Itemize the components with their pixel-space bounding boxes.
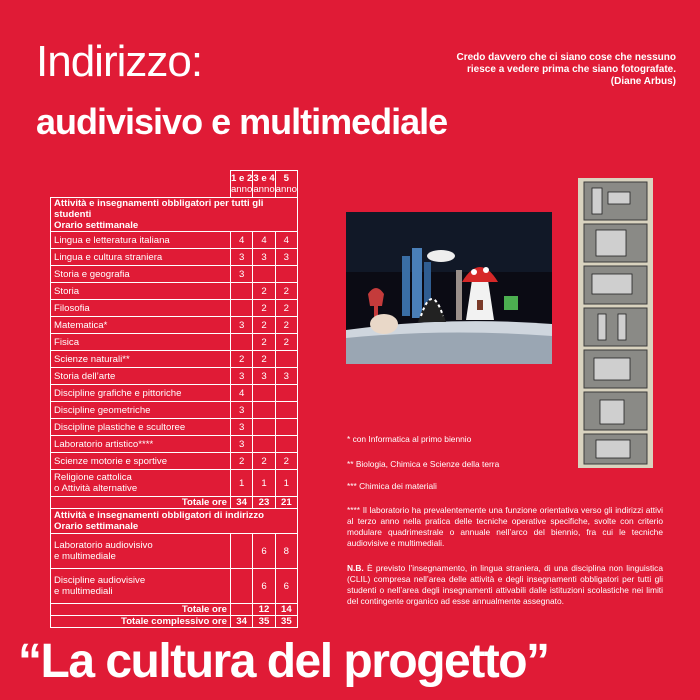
- note-clil: N.B. È previsto l’insegnamento, in lingua straniera, di una disciplina non linguistica (CLIL) compresa nell’area delle attività e degli insegnamenti obbligatori per tutti gli studenti o nell’area degli insegnamenti attivabili dalle istituzioni scolastiche nei limiti del contingente organico ad esse annualmente assegnato.: [347, 563, 663, 606]
- table-row: Storia e geografia 3: [51, 266, 298, 283]
- table-header-row: [51, 171, 298, 198]
- table-row: Discipline geometriche 3: [51, 402, 298, 419]
- total-row: Totale ore 12 14: [51, 604, 298, 616]
- table-row: Storia 2 2: [51, 283, 298, 300]
- section-title: Attività e insegnamenti obbligatori per tutti gli studenti Orario settimanale: [51, 198, 298, 232]
- table-row: Laboratorio audiovisivo e multimediale 6 8: [51, 534, 298, 569]
- quote-author: (Diane Arbus): [610, 76, 676, 87]
- table-row: Matematica* 3 2 2: [51, 317, 298, 334]
- quote-line1: Credo davvero che ci siano cose che nessuno: [456, 52, 676, 63]
- table-row: Lingua e cultura straniera 3 3 3: [51, 249, 298, 266]
- stop-motion-photo: [346, 212, 552, 364]
- col-header: 3 e 4 anno: [253, 171, 275, 198]
- heading-line2: audivisivo e multimediale: [36, 101, 448, 142]
- table-row: Scienze motorie e sportive 2 2 2: [51, 453, 298, 470]
- note-laboratorio: **** Il laboratorio ha prevalentemente una funzione orientativa verso gli indirizzi attivi al terzo anno nella pratica delle tecniche operative specifiche, svolte con criterio modulare quadrimestrale o annuale nell’arco del biennio, fra cui le tecniche audiovisive e multimediali.: [347, 505, 663, 548]
- table-row: Storia dell’arte 3 3 3: [51, 368, 298, 385]
- grand-total-row: Totale complessivo ore 34 35 35: [51, 616, 298, 628]
- total-row: Totale ore 34 23 21: [51, 497, 298, 509]
- table-row: Laboratorio artistico**** 3: [51, 436, 298, 453]
- col-header: 5 anno: [275, 171, 297, 198]
- section-title: Attività e insegnamenti obbligatori di indirizzo Orario settimanale: [51, 509, 298, 534]
- quote-line2: riesce a vedere prima che siano fotografate.: [467, 64, 676, 75]
- table-row: Religione cattolica o Attività alternative 1 1 1: [51, 470, 298, 497]
- col-header: 1 e 2 anno: [230, 171, 252, 198]
- table-row: Discipline grafiche e pittoriche 4: [51, 385, 298, 402]
- table-row: Scienze naturali** 2 2: [51, 351, 298, 368]
- note-chimica: *** Chimica dei materiali: [347, 481, 437, 491]
- table-row: Lingua e letteratura italiana 4 4 4: [51, 232, 298, 249]
- heading-line1: Indirizzo:: [36, 37, 203, 86]
- schedule-table: [50, 170, 298, 628]
- table-row: Filosofia 2 2: [51, 300, 298, 317]
- note-informatica: * con Informatica al primo biennio: [347, 434, 472, 444]
- storyboard-strip: [578, 178, 653, 468]
- bottom-title: “La cultura del progetto”: [18, 635, 549, 688]
- table-row: Discipline plastiche e scultoree 3: [51, 419, 298, 436]
- table-row: Discipline audiovisive e multimediali 6 6: [51, 569, 298, 604]
- quote: [406, 52, 676, 88]
- table-row: Fisica 2 2: [51, 334, 298, 351]
- note-scienze: ** Biologia, Chimica e Scienze della terra: [347, 459, 500, 469]
